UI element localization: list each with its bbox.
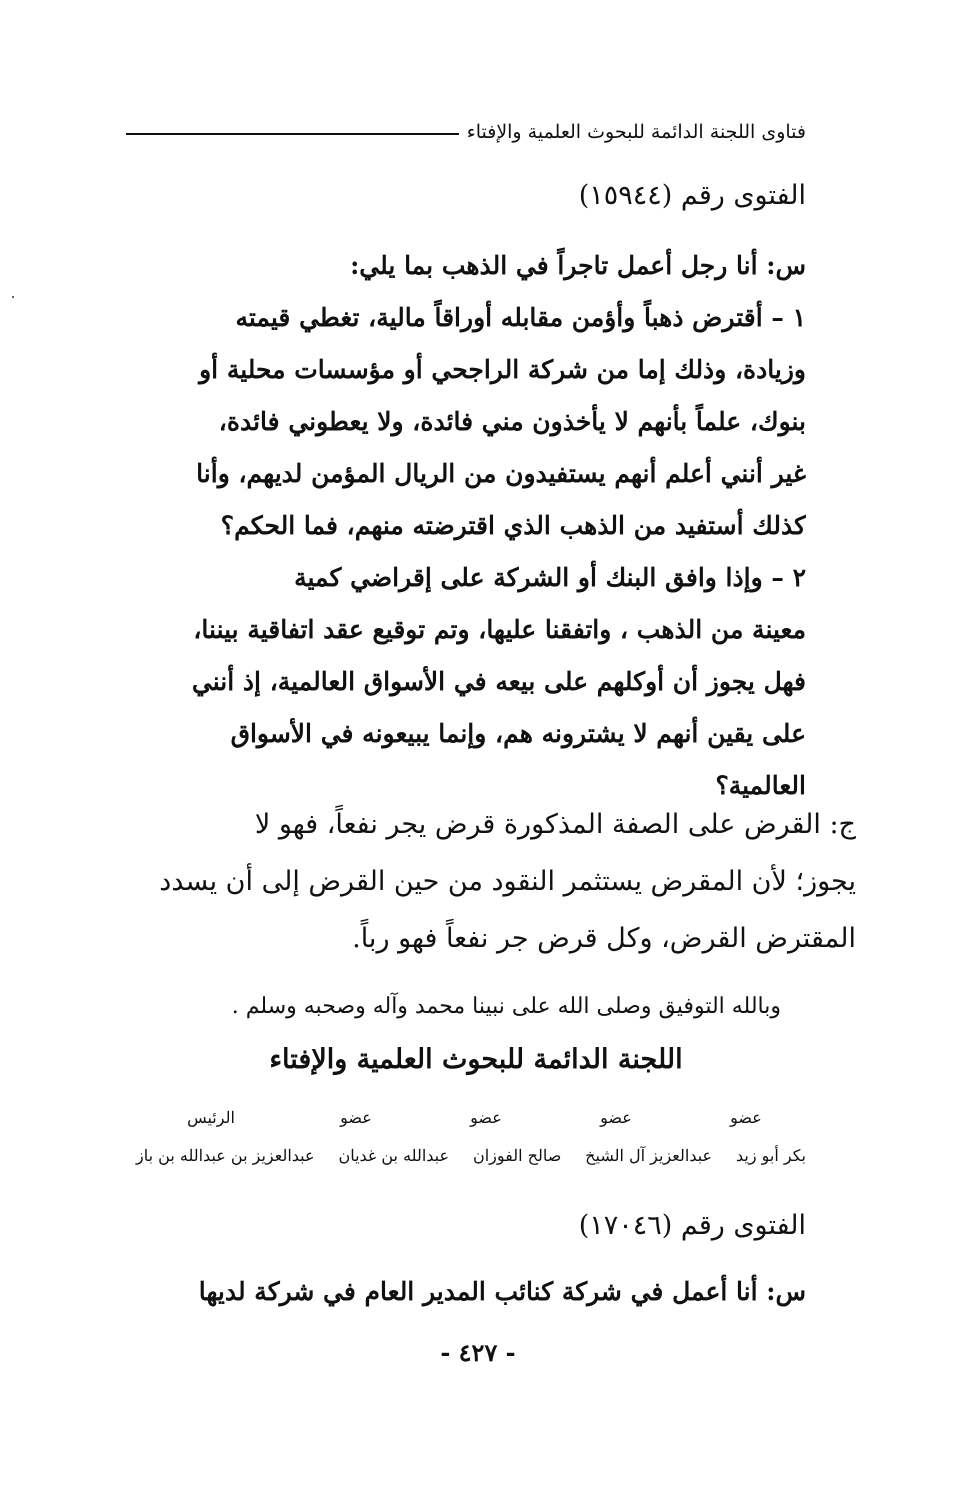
signatory-name: عبدالله بن غديان: [338, 1146, 450, 1165]
signatory-name: بكر أبو زيد: [735, 1146, 806, 1165]
closing-prayer: وبالله التوفيق وصلى الله على نبينا محمد وآله وصحبه وسلم .: [231, 994, 781, 1019]
signatory-name: عبدالعزيز آل الشيخ: [585, 1146, 713, 1165]
fatwa-number-2: الفتوى رقم (١٧٠٤٦): [578, 1210, 806, 1241]
margin-mark: [12, 296, 14, 298]
question-line: فهل يجوز أن أوكلهم على بيعه في الأسواق العالمية، إذ أنني: [191, 667, 806, 696]
question-line: س: أنا رجل أعمل تاجراً في الذهب بما يلي:: [350, 251, 806, 280]
signatory-role: عضو: [340, 1108, 372, 1127]
question-line: ١ – أقترض ذهباً وأؤمن مقابله أوراقاً مالية، تغطي قيمته: [235, 303, 806, 332]
running-header: [126, 112, 806, 152]
committee-name: اللجنة الدائمة للبحوث العلمية والإفتاء: [269, 1044, 683, 1075]
question-line: على يقين أنهم لا يشترونه هم، وإنما يبيعونه في الأسواق: [230, 719, 806, 748]
fatwa-number: الفتوى رقم (١٥٩٤٤): [578, 180, 806, 211]
question-line: غير أنني أعلم أنهم يستفيدون من الريال المؤمن لديهم، وأنا: [196, 459, 806, 488]
question-block: [146, 240, 806, 812]
signatory-role: الرئيس: [187, 1108, 235, 1127]
question-line: كذلك أستفيد من الذهب الذي اقترضته منهم، فما الحكم؟: [220, 511, 806, 540]
signatory-name: صالح الفوزان: [472, 1146, 562, 1165]
question-block-2: [146, 1266, 806, 1318]
page-number: - ٤٢٧ -: [440, 1338, 516, 1367]
question-line: ٢ – وإذا وافق البنك أو الشركة على إقراضي كمية: [294, 563, 806, 592]
signatory-role: عضو: [600, 1108, 632, 1127]
signatory-name: عبدالعزيز بن عبدالله بن باز: [136, 1146, 315, 1165]
answer-block: [136, 796, 856, 967]
header-rule: [126, 133, 459, 135]
running-header-title: فتاوى اللجنة الدائمة للبحوث العلمية والإفتاء: [466, 121, 806, 143]
signatory-role: عضو: [730, 1108, 762, 1127]
answer-line: ج: القرض على الصفة المذكورة قرض يجر نفعاً، فهو لا: [254, 809, 856, 840]
question-line: وزيادة، وذلك إما من شركة الراجحي أو مؤسسات محلية أو: [199, 355, 806, 384]
question-line: معينة من الذهب ، واتفقنا عليها، وتم توقيع عقد اتفاقية بيننا،: [193, 615, 806, 644]
answer-line: يجوز؛ لأن المقرض يستثمر النقود من حين القرض إلى أن يسدد: [159, 866, 856, 897]
answer-line: المقترض القرض، وكل قرض جر نفعاً فهو رباً.: [352, 923, 856, 954]
question-line: بنوك، علماً بأنهم لا يأخذون مني فائدة، ولا يعطوني فائدة،: [218, 407, 806, 436]
question-line: س: أنا أعمل في شركة كنائب المدير العام في شركة لديها: [198, 1277, 806, 1306]
signatory-names: [136, 1146, 806, 1165]
signatory-role: عضو: [470, 1108, 502, 1127]
question-line: العالمية؟: [715, 771, 806, 800]
signatory-roles: [136, 1108, 806, 1127]
